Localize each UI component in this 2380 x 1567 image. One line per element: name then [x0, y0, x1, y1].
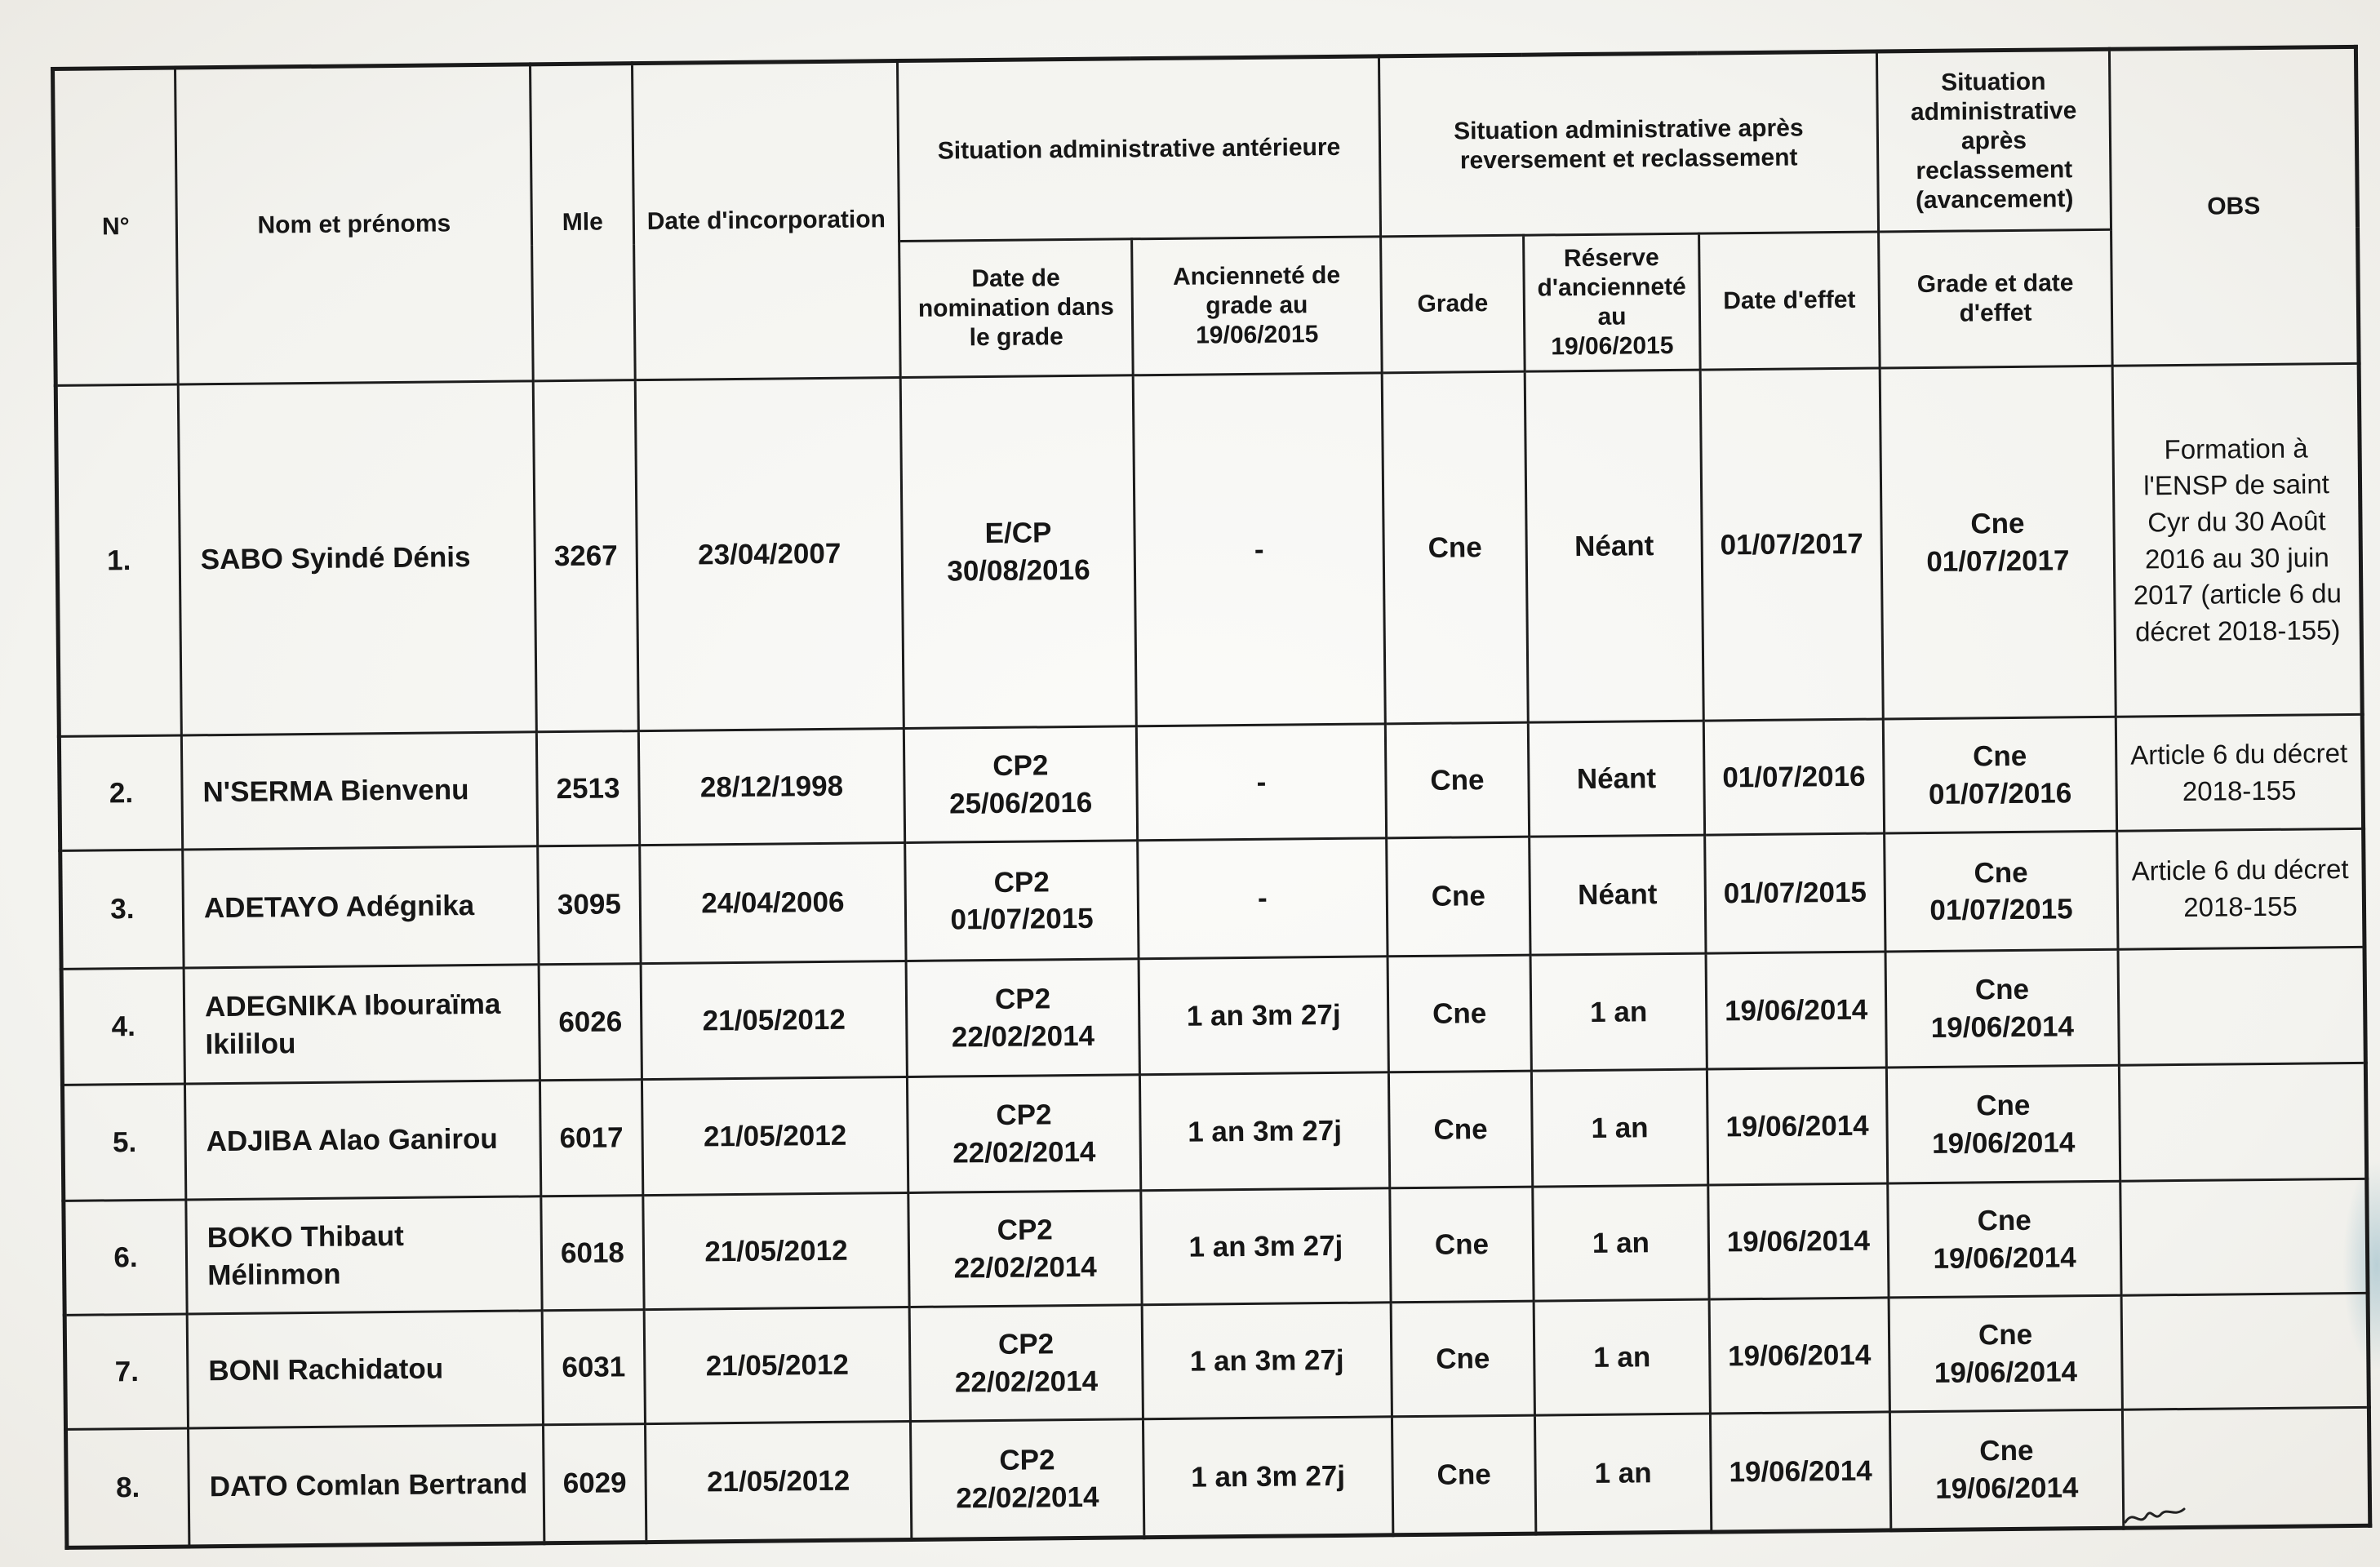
header-obs: OBS — [2109, 47, 2359, 366]
cell-date-effet: 01/07/2017 — [1700, 368, 1883, 721]
cell-name: DATO Comlan Bertrand — [189, 1425, 544, 1547]
cell-nomination-grade: CP2 — [994, 983, 1051, 1015]
cell-avancement-grade: Cne — [1978, 1318, 2033, 1352]
cell-reserve: Néant — [1525, 370, 1703, 722]
cell-date-effet: 01/07/2015 — [1705, 833, 1885, 953]
header-grade: Grade — [1381, 235, 1525, 373]
cell-date-incorporation: 23/04/2007 — [635, 378, 904, 731]
cell-num: 5. — [62, 1084, 185, 1201]
header-situation-anterieure: Situation administrative antérieure — [897, 56, 1380, 242]
cell-avancement-grade: Cne — [1974, 973, 2030, 1006]
header-situation-apres: Situation administrative après reversement et reclassement — [1379, 51, 1878, 237]
table-row — [64, 1293, 2369, 1429]
header-name: Nom et prénoms — [175, 64, 534, 384]
cell-reserve: 1 an — [1531, 1069, 1707, 1187]
cell-grade: Cne — [1390, 1187, 1534, 1303]
cell-date-incorporation: 24/04/2006 — [640, 842, 906, 963]
table-wrapper — [51, 45, 2371, 1550]
cell-nomination-grade: CP2 — [997, 1214, 1053, 1246]
cell-avancement — [1885, 949, 2119, 1068]
cell-avancement-grade: Cne — [1974, 856, 2028, 889]
cell-nomination — [904, 726, 1137, 843]
table-row — [59, 714, 2363, 850]
cell-name: BONI Rachidatou — [187, 1311, 543, 1428]
cell-name: SABO Syindé Dénis — [178, 381, 536, 735]
cell-avancement — [1885, 831, 2118, 952]
cell-num: 2. — [59, 735, 182, 850]
cell-avancement — [1886, 1065, 2120, 1183]
cell-anciennete: - — [1133, 373, 1385, 726]
cell-grade: Cne — [1392, 1415, 1535, 1535]
cell-obs: Article 6 du décret 2018-155 — [2117, 828, 2364, 949]
cell-name: BOKO Thibaut Mélinmon — [186, 1196, 542, 1314]
cell-avancement-grade: Cne — [1972, 739, 2027, 773]
cell-anciennete: 1 an 3m 27j — [1142, 1303, 1392, 1419]
cell-mle: 6017 — [539, 1080, 642, 1196]
cell-obs — [2118, 947, 2365, 1065]
cell-reserve: 1 an — [1534, 1299, 1710, 1415]
cell-nomination-grade: CP2 — [999, 1444, 1055, 1476]
cell-num: 4. — [61, 968, 184, 1085]
cell-nomination-date: 22/02/2014 — [952, 1135, 1096, 1169]
header-anciennete: Ancienneté de grade au 19/06/2015 — [1132, 237, 1383, 375]
cell-anciennete: 1 an 3m 27j — [1143, 1417, 1392, 1538]
cell-grade: Cne — [1385, 722, 1529, 838]
table-row — [60, 828, 2364, 969]
cell-num: 1. — [56, 384, 181, 736]
cell-avancement — [1889, 1409, 2123, 1530]
header-grade-date-effet: Grade et date d'effet — [1879, 229, 2113, 368]
cell-nomination-date: 01/07/2015 — [950, 902, 1094, 936]
cell-nomination — [907, 1075, 1140, 1193]
cell-name: N'SERMA Bienvenu — [181, 732, 537, 850]
table-row — [62, 1063, 2366, 1201]
handwritten-paraph — [2122, 1498, 2187, 1530]
cell-date-incorporation: 21/05/2012 — [645, 1421, 911, 1542]
cell-nomination-grade: E/CP — [984, 517, 1052, 550]
header-mle: Mle — [530, 64, 635, 381]
cell-mle: 6029 — [543, 1424, 646, 1543]
cell-mle: 3267 — [533, 380, 638, 732]
cell-nomination — [906, 959, 1139, 1077]
cell-name: ADEGNIKA Ibouraïma Ikililou — [184, 965, 539, 1084]
cell-date-effet: 19/06/2014 — [1706, 952, 1886, 1069]
cell-num: 8. — [66, 1428, 189, 1547]
cell-obs: Article 6 du décret 2018-155 — [2116, 714, 2363, 831]
cell-nomination-date: 30/08/2016 — [947, 553, 1090, 587]
cell-mle: 3095 — [538, 846, 641, 965]
cell-name: ADJIBA Alao Ganirou — [184, 1081, 540, 1200]
cell-avancement-date: 01/07/2015 — [1929, 893, 2073, 926]
cell-date-incorporation: 21/05/2012 — [643, 1192, 909, 1309]
cell-grade: Cne — [1388, 1071, 1532, 1188]
cell-grade: Cne — [1387, 837, 1530, 957]
cell-obs — [2120, 1179, 2368, 1295]
cell-nomination — [909, 1305, 1143, 1422]
cell-reserve: 1 an — [1534, 1414, 1711, 1534]
cell-avancement-grade: Cne — [1970, 507, 2025, 540]
cell-avancement — [1880, 366, 2116, 719]
cell-date-effet: 19/06/2014 — [1709, 1298, 1889, 1414]
table-row — [64, 1179, 2368, 1315]
cell-avancement-date: 01/07/2016 — [1928, 776, 2072, 810]
cell-date-incorporation: 28/12/1998 — [638, 729, 904, 846]
cell-nomination-grade: CP2 — [996, 1099, 1052, 1131]
cell-nomination-date: 22/02/2014 — [954, 1365, 1099, 1398]
cell-avancement-grade: Cne — [1976, 1089, 2031, 1122]
cell-reserve: Néant — [1528, 721, 1704, 837]
cell-nomination — [910, 1419, 1143, 1540]
cell-obs — [2119, 1063, 2366, 1181]
header-row-1 — [53, 47, 2358, 249]
cell-anciennete: 1 an 3m 27j — [1141, 1188, 1391, 1305]
cell-nomination — [900, 375, 1136, 729]
cell-date-effet: 19/06/2014 — [1708, 1183, 1889, 1299]
cell-num: 6. — [64, 1200, 187, 1315]
cell-nomination-date: 22/02/2014 — [956, 1480, 1099, 1514]
cell-date-effet: 19/06/2014 — [1710, 1412, 1890, 1532]
cell-nomination-date: 22/02/2014 — [953, 1250, 1097, 1284]
cell-reserve: Néant — [1530, 835, 1706, 955]
header-date-nomination: Date de nomination dans le grade — [899, 239, 1134, 378]
table-row — [66, 1407, 2370, 1547]
cell-nomination — [905, 841, 1139, 961]
table-row — [61, 947, 2365, 1085]
cell-avancement — [1883, 717, 2116, 833]
cell-avancement — [1888, 1181, 2121, 1298]
cell-anciennete: 1 an 3m 27j — [1139, 957, 1388, 1075]
cell-date-effet: 19/06/2014 — [1707, 1068, 1887, 1185]
cell-num: 7. — [64, 1314, 188, 1429]
cell-avancement-date: 01/07/2017 — [1926, 544, 2070, 578]
header-situation-avancement: Situation administrative après reclassement (avancement) — [1876, 49, 2111, 232]
cell-grade: Cne — [1382, 371, 1528, 724]
cell-date-incorporation: 21/05/2012 — [642, 1076, 908, 1195]
cell-nomination-date: 25/06/2016 — [948, 786, 1093, 819]
cell-avancement-date: 19/06/2014 — [1934, 1355, 2078, 1389]
header-date-effet: Date d'effet — [1699, 232, 1880, 370]
cell-avancement-grade: Cne — [1979, 1434, 2034, 1467]
cell-obs — [2121, 1293, 2369, 1409]
cell-nomination-grade: CP2 — [992, 749, 1049, 782]
cell-mle: 6018 — [541, 1196, 644, 1311]
header-num: N° — [53, 68, 179, 385]
cell-avancement-date: 19/06/2014 — [1935, 1471, 2079, 1505]
cell-avancement-date: 19/06/2014 — [1930, 1010, 2075, 1044]
cell-avancement-date: 19/06/2014 — [1931, 1125, 2076, 1160]
cell-nomination-grade: CP2 — [997, 1328, 1055, 1361]
cell-avancement — [1889, 1295, 2122, 1412]
cell-num: 3. — [60, 850, 184, 969]
cell-obs: Formation à l'ENSP de saint Cyr du 30 Août 2016 au 30 juin 2017 (article 6 du décret 2018-155) — [2112, 363, 2362, 717]
cell-anciennete: - — [1136, 724, 1386, 841]
cell-nomination-grade: CP2 — [993, 865, 1050, 899]
cell-date-incorporation: 21/05/2012 — [644, 1307, 910, 1423]
cell-reserve: 1 an — [1530, 953, 1707, 1071]
cell-mle: 6026 — [539, 964, 642, 1081]
header-date-incorporation: Date d'incorporation — [632, 61, 900, 380]
cell-grade: Cne — [1388, 955, 1531, 1072]
cell-reserve: 1 an — [1533, 1185, 1709, 1301]
cell-name: ADETAYO Adégnika — [183, 846, 539, 968]
table-row — [56, 363, 2362, 736]
cell-mle: 6031 — [542, 1310, 645, 1425]
cell-date-effet: 01/07/2016 — [1703, 719, 1884, 835]
cell-date-incorporation: 21/05/2012 — [641, 961, 907, 1079]
cell-avancement-date: 19/06/2014 — [1933, 1241, 2076, 1275]
cell-anciennete: - — [1138, 838, 1388, 959]
personnel-table — [51, 45, 2372, 1550]
cell-grade: Cne — [1391, 1301, 1534, 1417]
cell-avancement-grade: Cne — [1977, 1204, 2031, 1237]
cell-mle: 2513 — [536, 731, 639, 846]
cell-nomination-date: 22/02/2014 — [951, 1019, 1095, 1053]
cell-nomination — [908, 1191, 1142, 1307]
cell-anciennete: 1 an 3m 27j — [1139, 1072, 1389, 1191]
header-reserve: Réserve d'ancienneté au 19/06/2015 — [1524, 233, 1701, 371]
